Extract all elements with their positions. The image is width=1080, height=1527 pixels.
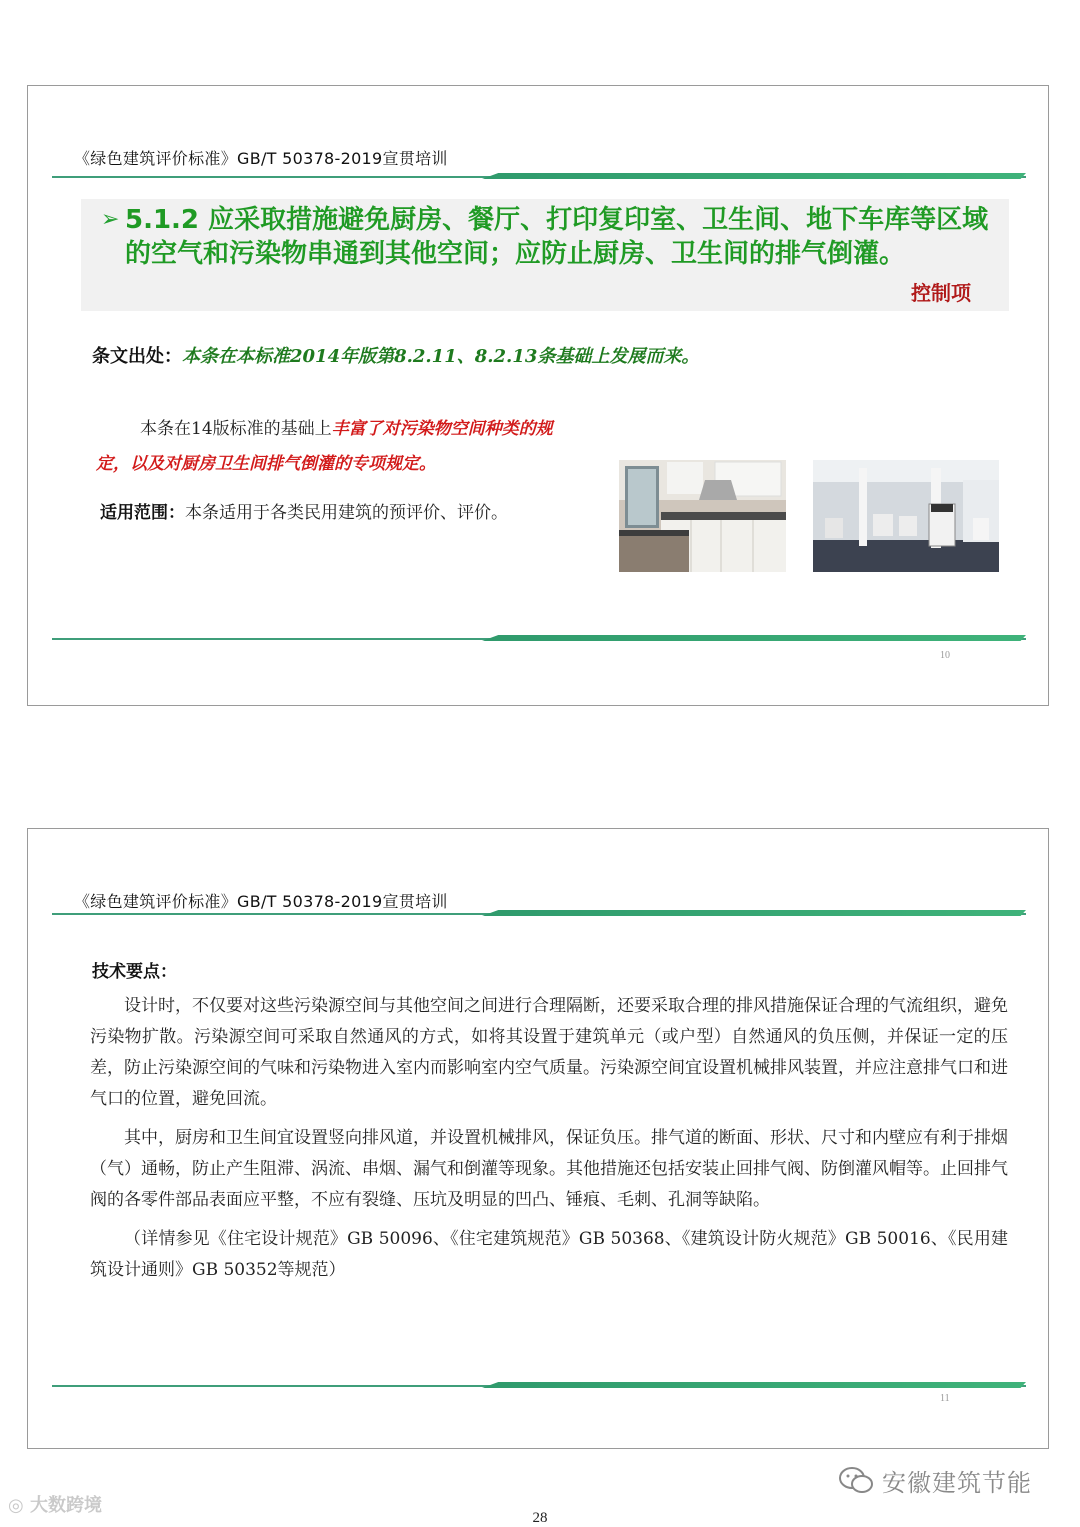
watermark-account-name: 安徽建筑节能 — [882, 1469, 1032, 1497]
scope-text: 本条适用于各类民用建筑的预评价、评价。 — [185, 503, 508, 523]
watermark-text: 大数跨境 — [29, 1495, 102, 1516]
technical-points-label: 技术要点： — [92, 962, 177, 982]
header-rule — [52, 172, 1026, 182]
clause-heading-box — [81, 199, 1009, 311]
footer-rule — [52, 1381, 1026, 1391]
clause-heading: 5.1.2 应采取措施避免厨房、餐厅、打印复印室、卫生间、地下车库等区域的空气和污染物串通到其他空间；应防止厨房、卫生间的排气倒灌。 — [125, 205, 989, 269]
arrow-bullet-icon: ➢ — [101, 207, 120, 232]
paragraph: 设计时，不仅要对这些污染源空间与其他空间之间进行合理隔断，还要采取合理的排风措施保证合理的气流组织，避免污染物扩散。污染源空间可采取自然通风的方式，如将其设置于建筑单元（或户型）自然通风的负压侧，并保证一定的压差，防止污染源空间的气味和污染物进入室内而影响室内空气质量。污染源空间宜设置机械排风装置，并应注意排气口和进气口的位置，避免回流。 — [90, 996, 1008, 1109]
source-text: 本条在本标准2014年版第8.2.11、8.2.13条基础上发展而来。 — [182, 346, 700, 367]
paragraph: 其中，厨房和卫生间宜设置竖向排风道，并设置机械排风，保证负压。排气道的断面、形状、尺寸和内壁应有利于排烟（气）通畅，防止产生阻滞、涡流、串烟、漏气和倒灌等现象。其他措施还包括安装止回排气阀、防倒灌风帽等。止回排气阀的各零件部品表面应平整，不应有裂缝、压坑及明显的凹凸、锤痕、毛刺、孔洞等缺陷。 — [90, 1128, 1008, 1210]
scope-label: 适用范围： — [100, 503, 185, 523]
slide-header-title: 《绿色建筑评价标准》GB/T 50378-2019宣贯培训 — [74, 892, 448, 911]
slide-10 — [27, 85, 1049, 706]
clause-source — [92, 342, 699, 368]
slide-page-number: 11 — [940, 1393, 950, 1404]
kitchen-photo — [619, 460, 786, 572]
document-page-number: 28 — [532, 1510, 548, 1526]
slide-header-title: 《绿色建筑评价标准》GB/T 50378-2019宣贯培训 — [74, 149, 448, 168]
header-rule — [52, 909, 1026, 919]
control-item-tag: 控制项 — [911, 281, 971, 305]
slide-11 — [27, 828, 1049, 1449]
description-highlight: 丰富了对污染物空间种类的规定，以及对厨房卫生间排气倒灌的专项规定。 — [96, 419, 553, 474]
source-label: 条文出处： — [92, 346, 182, 367]
slide-page-number: 10 — [940, 650, 950, 661]
wechat-watermark — [838, 1463, 1032, 1498]
clause-description — [96, 412, 586, 482]
watermark-logo-icon: ◎ — [8, 1495, 30, 1516]
application-scope — [100, 498, 508, 523]
print-room-photo — [813, 460, 999, 572]
footer-rule — [52, 634, 1026, 644]
wechat-icon — [838, 1466, 874, 1496]
paragraph: （详情参见《住宅设计规范》GB 50096、《住宅建筑规范》GB 50368、《建筑设计防火规范》GB 50016、《民用建筑设计通则》GB 50352等规范） — [90, 1229, 1008, 1280]
technical-points-body — [90, 991, 1008, 1294]
description-plain: 本条在14版标准的基础上 — [140, 419, 332, 439]
